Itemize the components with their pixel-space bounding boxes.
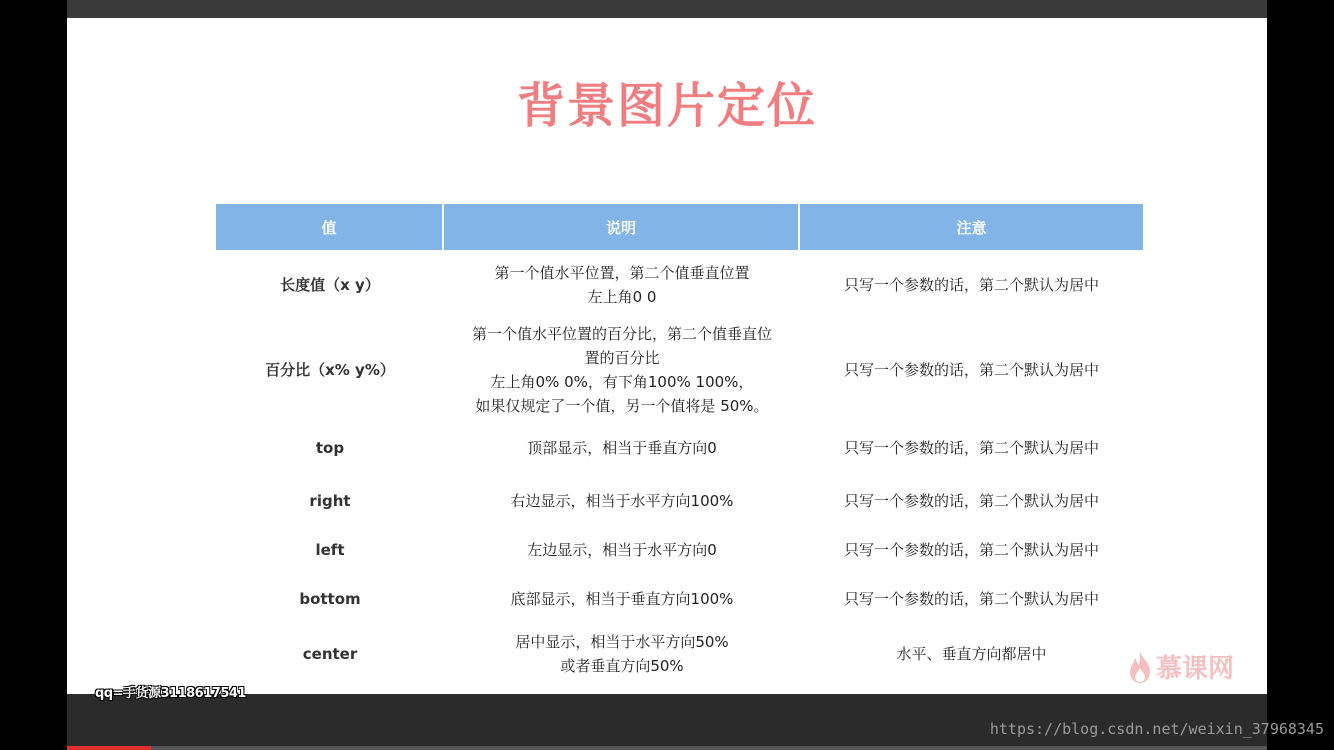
description-line: 底部显示，相当于垂直方向100% [510,589,734,608]
row-value: left [315,540,345,559]
table-row [216,525,1143,574]
description-line: 置的百分比 [584,349,660,367]
progress-bar[interactable] [67,746,1267,750]
position-table [216,204,1143,685]
row-note: 只写一个参数的话，第二个默认为居中 [843,540,1099,559]
row-description [444,420,800,476]
row-value: bottom [299,589,361,608]
row-value: 长度值（x y） [280,276,380,294]
description-line: 左上角0% 0%，有下角100% 100%， [490,373,754,391]
row-note: 只写一个参数的话，第二个默认为居中 [843,439,1099,457]
slide-title: 背景图片定位 [516,78,817,134]
description-line: 顶部显示，相当于垂直方向0 [527,439,717,457]
table-header [216,204,1143,250]
table-row [216,574,1143,623]
header-description: 说明 [444,204,800,250]
logo-text: 慕课网 [1156,654,1235,684]
progress-fill [67,746,151,750]
row-note: 只写一个参数的话，第二个默认为居中 [843,361,1099,379]
row-value: top [315,439,345,457]
table-row [216,420,1143,476]
row-description [444,574,800,623]
row-note: 水平、垂直方向都居中 [896,645,1047,663]
table-row [216,476,1143,525]
row-value: 百分比（x% y%） [265,361,395,379]
row-description [444,476,800,525]
row-description [444,525,800,574]
flame-icon [1128,650,1152,684]
player-top-bar [67,0,1267,18]
header-value: 值 [216,204,444,250]
row-value: right [309,491,351,510]
row-description [444,250,800,320]
url-watermark: https://blog.csdn.net/weixin_37968345 [989,720,1324,738]
description-line: 第一个值水平位置，第二个值垂直位置 [494,264,750,282]
description-line: 如果仅规定了一个值，另一个值将是 50%。 [475,397,769,415]
table-row [216,623,1143,685]
table-row [216,250,1143,320]
description-line: 左上角0 0 [587,288,657,306]
description-line: 或者垂直方向50% [560,657,684,675]
imooc-logo [1128,648,1234,685]
header-note: 注意 [800,204,1143,250]
row-description [444,623,800,685]
table-row [216,320,1143,420]
description-line: 居中显示，相当于水平方向50% [515,633,729,651]
row-note: 只写一个参数的话，第二个默认为居中 [843,491,1099,510]
slide [67,18,1267,694]
description-line: 第一个值水平位置的百分比，第二个值垂直位 [471,325,772,343]
row-value: center [302,645,358,663]
description-line: 左边显示，相当于水平方向0 [527,540,717,559]
description-line: 右边显示，相当于水平方向100% [510,491,734,510]
row-note: 只写一个参数的话，第二个默认为居中 [843,276,1099,294]
qq-watermark: qq=手货源3118617541 [95,686,246,701]
row-note: 只写一个参数的话，第二个默认为居中 [843,589,1099,608]
row-description [444,320,800,420]
